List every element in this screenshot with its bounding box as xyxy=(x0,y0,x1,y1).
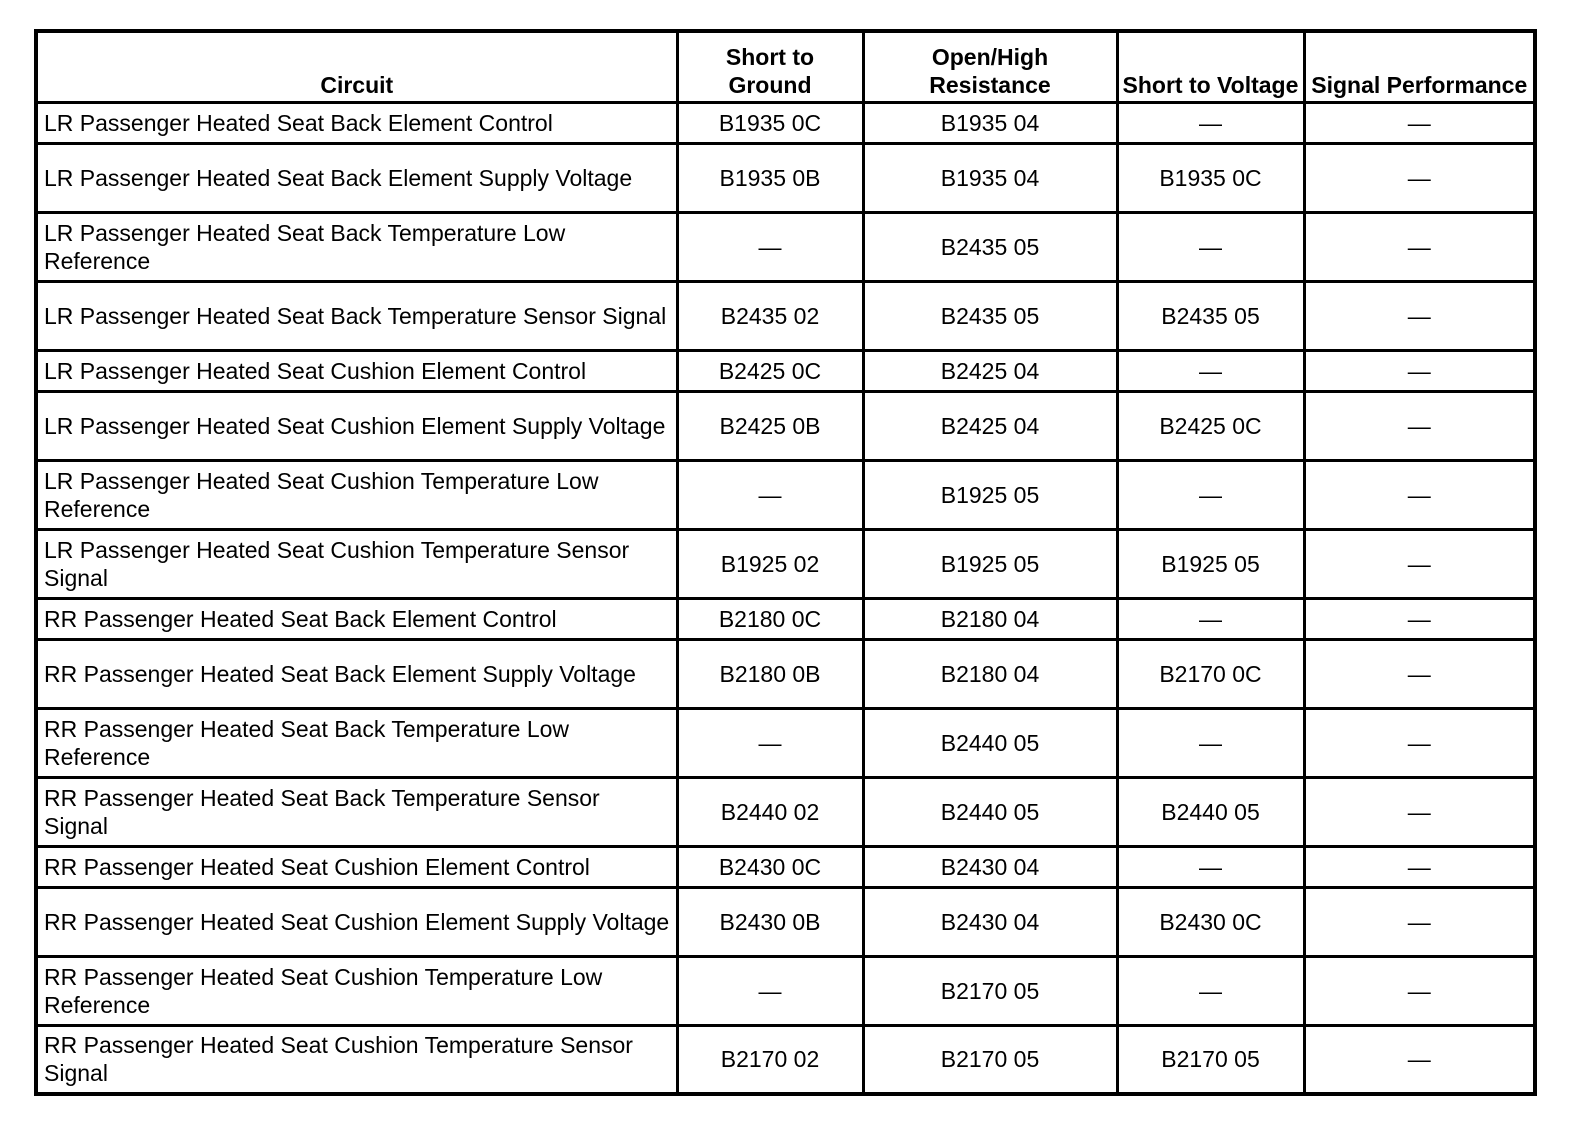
cell-open-high-resistance: B2430 04 xyxy=(863,846,1117,887)
dtc-circuit-table xyxy=(34,29,1537,1096)
cell-short-to-voltage: — xyxy=(1117,598,1304,639)
cell-short-to-ground: — xyxy=(677,212,863,281)
cell-signal-performance: — xyxy=(1304,529,1535,598)
cell-short-to-ground: B1935 0B xyxy=(677,143,863,212)
cell-short-to-ground: B2425 0B xyxy=(677,391,863,460)
cell-signal-performance: — xyxy=(1304,102,1535,143)
header-open-high-resistance: Open/High Resistance xyxy=(863,31,1117,102)
cell-circuit: RR Passenger Heated Seat Cushion Element Supply Voltage xyxy=(36,887,677,956)
cell-signal-performance: — xyxy=(1304,212,1535,281)
table-header-row xyxy=(36,31,1535,102)
cell-signal-performance: — xyxy=(1304,391,1535,460)
cell-signal-performance: — xyxy=(1304,846,1535,887)
table-row xyxy=(36,887,1535,956)
cell-short-to-ground: B2425 0C xyxy=(677,350,863,391)
cell-circuit: RR Passenger Heated Seat Back Element Control xyxy=(36,598,677,639)
cell-open-high-resistance: B1925 05 xyxy=(863,529,1117,598)
cell-short-to-voltage: B2430 0C xyxy=(1117,887,1304,956)
cell-signal-performance: — xyxy=(1304,1025,1535,1094)
table-row xyxy=(36,598,1535,639)
cell-open-high-resistance: B2425 04 xyxy=(863,391,1117,460)
cell-signal-performance: — xyxy=(1304,887,1535,956)
table-row xyxy=(36,460,1535,529)
header-circuit: Circuit xyxy=(36,31,677,102)
cell-circuit: RR Passenger Heated Seat Cushion Temperature Sensor Signal xyxy=(36,1025,677,1094)
cell-circuit: RR Passenger Heated Seat Back Temperature Low Reference xyxy=(36,708,677,777)
cell-short-to-ground: B2435 02 xyxy=(677,281,863,350)
cell-short-to-ground: B2170 02 xyxy=(677,1025,863,1094)
cell-circuit: LR Passenger Heated Seat Back Element Supply Voltage xyxy=(36,143,677,212)
cell-signal-performance: — xyxy=(1304,956,1535,1025)
table-row xyxy=(36,846,1535,887)
cell-open-high-resistance: B2440 05 xyxy=(863,708,1117,777)
table-row xyxy=(36,102,1535,143)
cell-short-to-voltage: B1935 0C xyxy=(1117,143,1304,212)
cell-short-to-ground: B2180 0C xyxy=(677,598,863,639)
cell-circuit: RR Passenger Heated Seat Back Element Supply Voltage xyxy=(36,639,677,708)
header-short-to-ground: Short to Ground xyxy=(677,31,863,102)
table-row xyxy=(36,777,1535,846)
cell-signal-performance: — xyxy=(1304,143,1535,212)
cell-signal-performance: — xyxy=(1304,460,1535,529)
cell-short-to-voltage: B2170 0C xyxy=(1117,639,1304,708)
cell-open-high-resistance: B2430 04 xyxy=(863,887,1117,956)
cell-circuit: LR Passenger Heated Seat Cushion Element Control xyxy=(36,350,677,391)
cell-circuit: RR Passenger Heated Seat Back Temperature Sensor Signal xyxy=(36,777,677,846)
cell-signal-performance: — xyxy=(1304,708,1535,777)
cell-short-to-ground: — xyxy=(677,708,863,777)
cell-circuit: RR Passenger Heated Seat Cushion Element Control xyxy=(36,846,677,887)
cell-short-to-ground: B2430 0B xyxy=(677,887,863,956)
cell-short-to-voltage: — xyxy=(1117,102,1304,143)
table-row xyxy=(36,281,1535,350)
cell-open-high-resistance: B2435 05 xyxy=(863,281,1117,350)
cell-short-to-ground: B1925 02 xyxy=(677,529,863,598)
cell-open-high-resistance: B2170 05 xyxy=(863,956,1117,1025)
cell-signal-performance: — xyxy=(1304,350,1535,391)
table-row xyxy=(36,350,1535,391)
header-signal-performance: Signal Performance xyxy=(1304,31,1535,102)
cell-short-to-voltage: — xyxy=(1117,956,1304,1025)
cell-short-to-voltage: — xyxy=(1117,212,1304,281)
table-row xyxy=(36,529,1535,598)
cell-short-to-voltage: B2425 0C xyxy=(1117,391,1304,460)
cell-circuit: LR Passenger Heated Seat Cushion Element Supply Voltage xyxy=(36,391,677,460)
table-row xyxy=(36,143,1535,212)
cell-short-to-voltage: B2440 05 xyxy=(1117,777,1304,846)
cell-short-to-ground: B1935 0C xyxy=(677,102,863,143)
cell-short-to-voltage: B2170 05 xyxy=(1117,1025,1304,1094)
cell-circuit: LR Passenger Heated Seat Cushion Temperature Low Reference xyxy=(36,460,677,529)
table-row xyxy=(36,391,1535,460)
table-row xyxy=(36,639,1535,708)
header-short-to-voltage: Short to Voltage xyxy=(1117,31,1304,102)
cell-signal-performance: — xyxy=(1304,598,1535,639)
cell-open-high-resistance: B2180 04 xyxy=(863,598,1117,639)
cell-short-to-voltage: — xyxy=(1117,708,1304,777)
cell-open-high-resistance: B1925 05 xyxy=(863,460,1117,529)
cell-open-high-resistance: B1935 04 xyxy=(863,102,1117,143)
cell-open-high-resistance: B2180 04 xyxy=(863,639,1117,708)
cell-signal-performance: — xyxy=(1304,777,1535,846)
table-row xyxy=(36,708,1535,777)
cell-short-to-ground: B2430 0C xyxy=(677,846,863,887)
cell-short-to-ground: B2440 02 xyxy=(677,777,863,846)
cell-circuit: LR Passenger Heated Seat Back Temperature Low Reference xyxy=(36,212,677,281)
cell-short-to-ground: — xyxy=(677,460,863,529)
cell-open-high-resistance: B2440 05 xyxy=(863,777,1117,846)
cell-circuit: LR Passenger Heated Seat Cushion Temperature Sensor Signal xyxy=(36,529,677,598)
cell-open-high-resistance: B2170 05 xyxy=(863,1025,1117,1094)
table-row xyxy=(36,956,1535,1025)
cell-signal-performance: — xyxy=(1304,639,1535,708)
cell-short-to-voltage: — xyxy=(1117,460,1304,529)
table-row xyxy=(36,1025,1535,1094)
cell-open-high-resistance: B2435 05 xyxy=(863,212,1117,281)
cell-circuit: RR Passenger Heated Seat Cushion Temperature Low Reference xyxy=(36,956,677,1025)
cell-signal-performance: — xyxy=(1304,281,1535,350)
cell-short-to-voltage: B2435 05 xyxy=(1117,281,1304,350)
cell-circuit: LR Passenger Heated Seat Back Element Control xyxy=(36,102,677,143)
cell-short-to-voltage: — xyxy=(1117,846,1304,887)
cell-short-to-voltage: — xyxy=(1117,350,1304,391)
cell-short-to-voltage: B1925 05 xyxy=(1117,529,1304,598)
cell-open-high-resistance: B1935 04 xyxy=(863,143,1117,212)
cell-open-high-resistance: B2425 04 xyxy=(863,350,1117,391)
table-row xyxy=(36,212,1535,281)
cell-short-to-ground: — xyxy=(677,956,863,1025)
cell-short-to-ground: B2180 0B xyxy=(677,639,863,708)
cell-circuit: LR Passenger Heated Seat Back Temperature Sensor Signal xyxy=(36,281,677,350)
